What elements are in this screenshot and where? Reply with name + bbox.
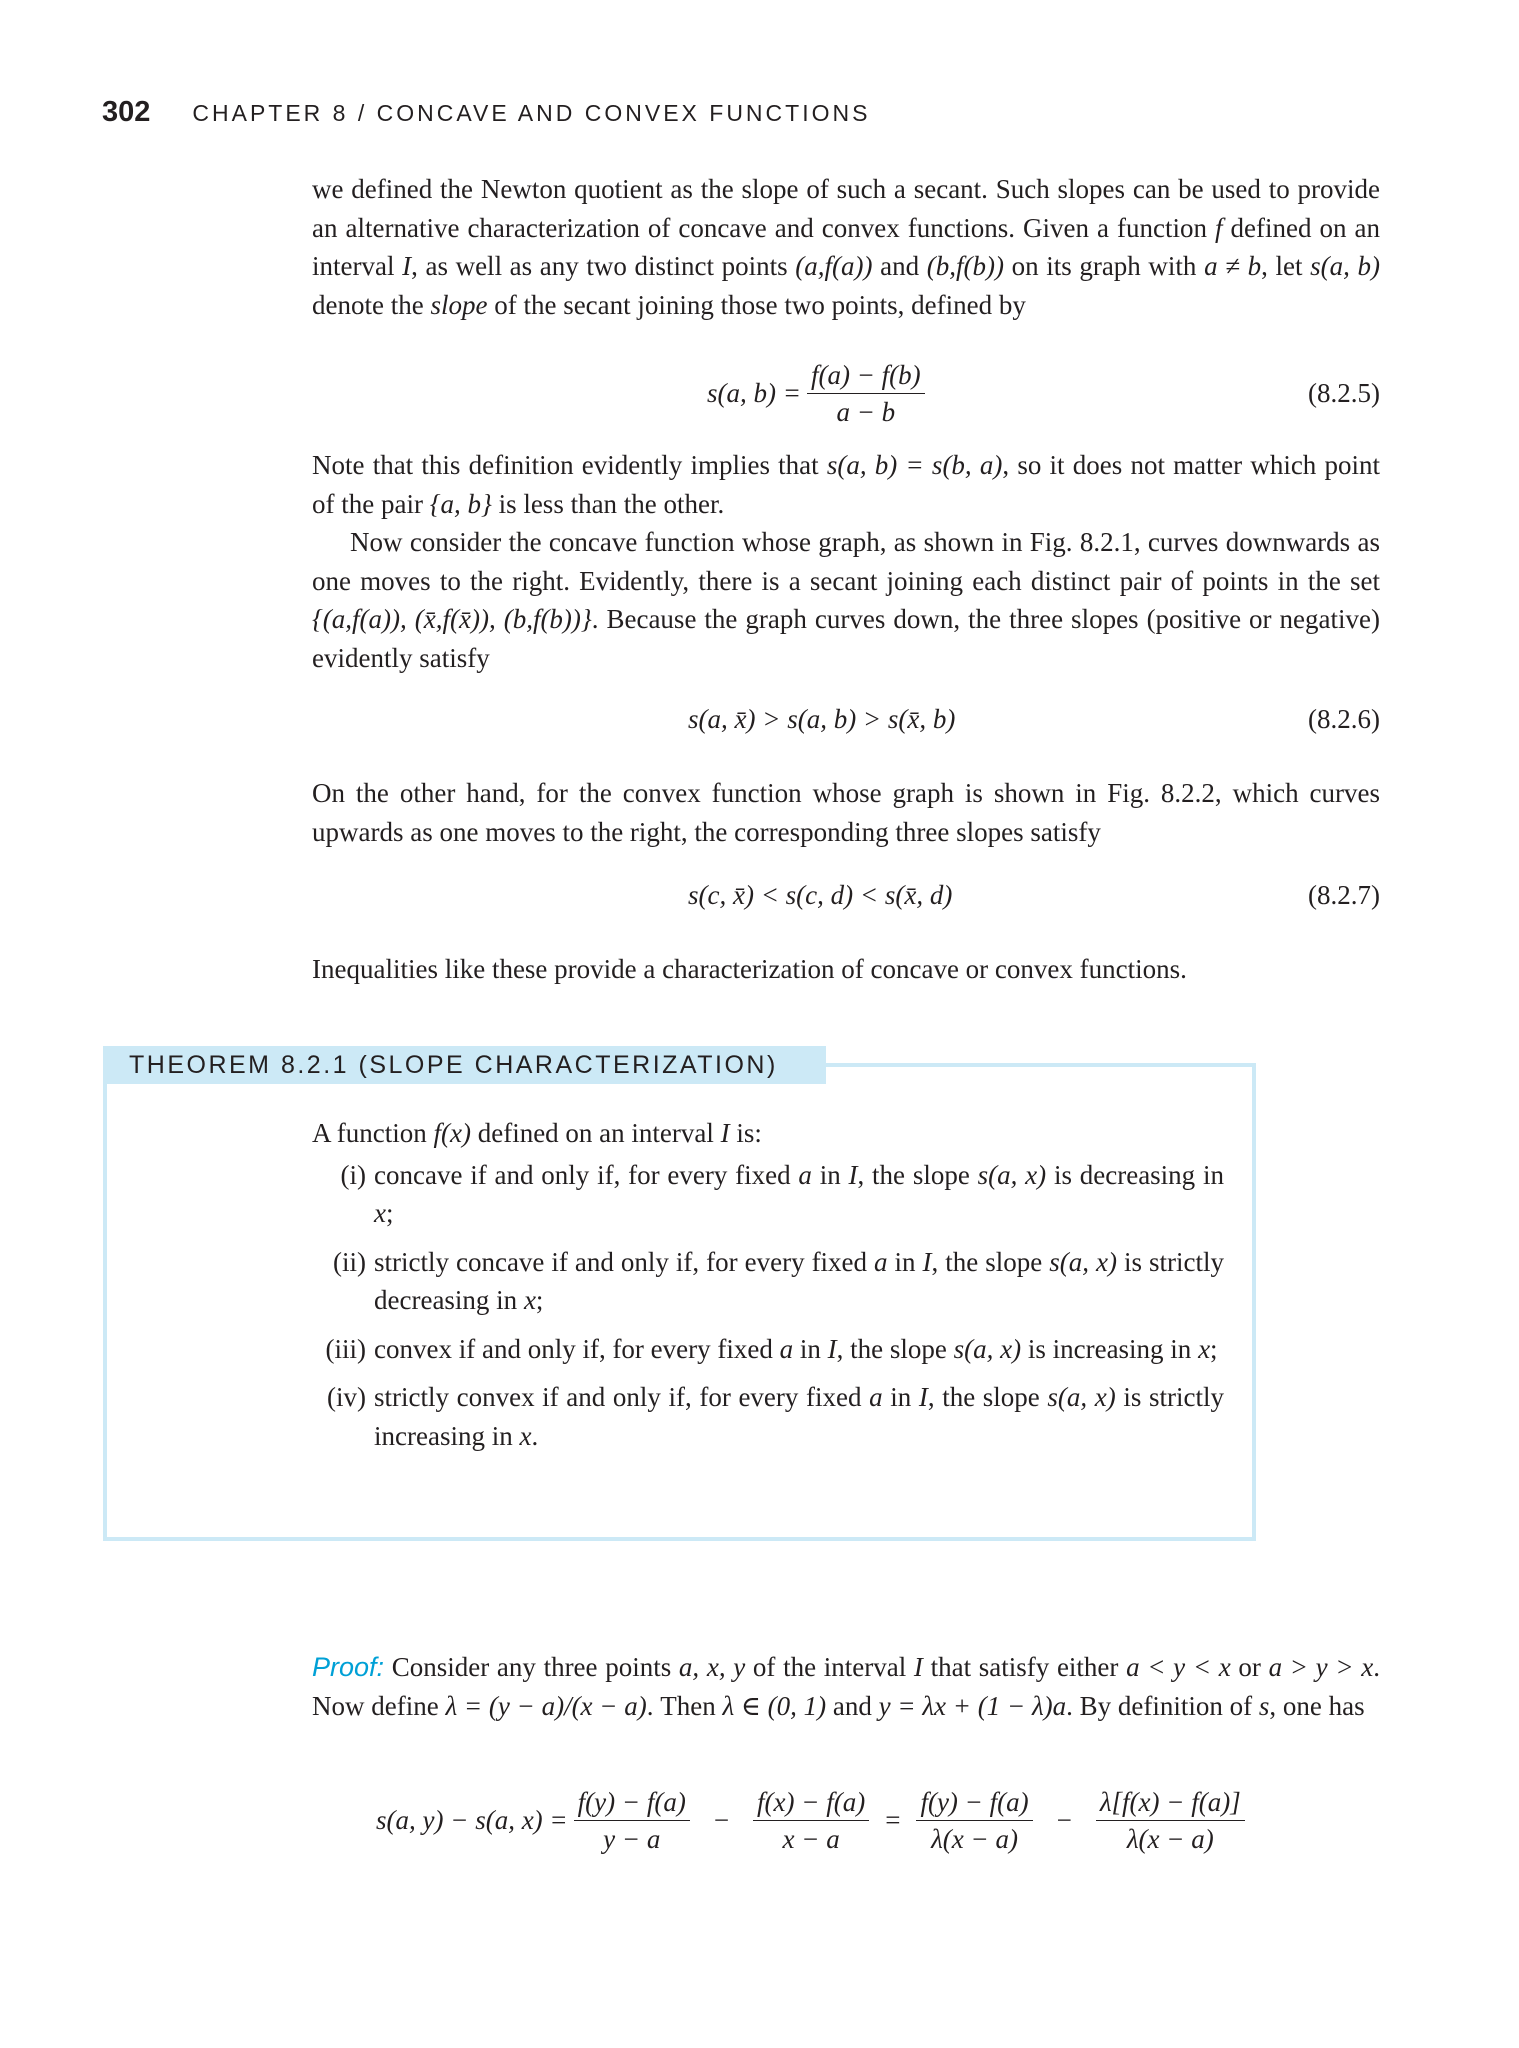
- text: strictly convex if and only if, for every fixed: [374, 1382, 870, 1412]
- math: a: [869, 1382, 883, 1412]
- text: is less than the other.: [491, 488, 725, 519]
- denominator: y − a: [603, 1823, 661, 1854]
- denominator: x − a: [782, 1823, 840, 1854]
- math: a: [779, 1333, 794, 1364]
- text: in: [793, 1333, 828, 1364]
- math: a: [874, 1246, 888, 1277]
- equation-number: (8.2.7): [1308, 880, 1380, 910]
- math: x: [519, 1420, 532, 1451]
- theorem-item: [312, 1330, 1224, 1369]
- math: f(x): [433, 1118, 471, 1148]
- page-number: 302: [102, 96, 151, 128]
- item-label: (iv): [327, 1382, 366, 1412]
- fraction: [574, 1787, 690, 1854]
- text: , the slope: [836, 1333, 954, 1364]
- text: . Now define: [312, 1652, 1380, 1721]
- text: in: [882, 1382, 919, 1412]
- text: we defined the Newton quotient as the slope of such a secant. Such slopes can be used to provide an alternative characterization of concave and convex functions. Given a function: [312, 174, 1380, 243]
- math: I: [848, 1159, 858, 1190]
- text: concave if and only if, for every fixed: [374, 1159, 799, 1190]
- paragraph-convex: [312, 774, 1380, 851]
- text: ;: [535, 1285, 544, 1315]
- item-label: (iii): [325, 1333, 366, 1364]
- text: , the slope: [931, 1246, 1050, 1277]
- fraction: [916, 1787, 1032, 1854]
- text: Consider any three points: [384, 1652, 679, 1682]
- math: λ = (y − a)/(x − a): [445, 1690, 647, 1721]
- math: s(a, x): [1049, 1246, 1118, 1277]
- text: in: [887, 1246, 923, 1277]
- text: and: [872, 251, 927, 281]
- operator: −: [1056, 1804, 1072, 1835]
- numerator: f(y) − f(a): [574, 1787, 690, 1821]
- text: , as well as any two distinct points: [411, 251, 796, 281]
- text: of the interval: [745, 1652, 914, 1682]
- text: convex if and only if, for every fixed: [374, 1333, 780, 1364]
- proof-equation: [376, 1782, 1251, 1858]
- math: (b,f(b)): [926, 251, 1004, 281]
- denominator: λ(x − a): [1126, 1823, 1214, 1854]
- text: , the slope: [857, 1159, 978, 1190]
- numerator: f(x) − f(a): [753, 1787, 869, 1821]
- operator: =: [885, 1804, 901, 1835]
- text: Inequalities like these provide a characterization of concave or convex functions.: [312, 954, 1187, 984]
- numerator: f(a) − f(b): [807, 360, 925, 394]
- fraction: [1096, 1787, 1245, 1854]
- math: y = λx + (1 − λ)a: [878, 1690, 1067, 1721]
- paragraph-symmetry: [312, 446, 1380, 677]
- math: s(a, x): [953, 1333, 1022, 1364]
- text: is strictly increasing in: [374, 1382, 1224, 1451]
- text: , the slope: [927, 1382, 1048, 1412]
- numerator: λ[f(x) − f(a)]: [1096, 1787, 1245, 1821]
- text: strictly concave if and only if, for every fixed: [374, 1246, 875, 1277]
- equation-8-2-6: [312, 704, 1380, 744]
- math: s(a, b): [1310, 251, 1380, 281]
- paragraph-inequalities: [312, 950, 1380, 989]
- math: x: [523, 1285, 536, 1315]
- item-label: (ii): [333, 1246, 366, 1277]
- text: , one has: [1269, 1690, 1365, 1721]
- fraction: [807, 360, 925, 427]
- theorem-title: THEOREM 8.2.1 (SLOPE CHARACTERIZATION): [103, 1046, 826, 1084]
- item-label: (i): [340, 1159, 366, 1190]
- math: I: [922, 1246, 932, 1277]
- text: Note that this definition evidently implies that: [312, 450, 827, 480]
- text: or: [1230, 1652, 1269, 1682]
- math: I: [402, 251, 412, 281]
- theorem-content: [312, 1114, 1224, 1455]
- math: x: [1198, 1333, 1211, 1364]
- math: I: [913, 1652, 923, 1682]
- text: ;: [1210, 1333, 1218, 1364]
- denominator: a − b: [836, 396, 896, 427]
- text: is decreasing in: [1046, 1159, 1224, 1190]
- text: . Then: [646, 1690, 723, 1721]
- text: .: [531, 1420, 539, 1451]
- text: . By definition of: [1066, 1690, 1259, 1721]
- text: defined on an interval: [470, 1118, 721, 1148]
- text: defined on an interval: [312, 212, 1380, 281]
- emphasis: slope: [430, 289, 488, 320]
- operator: −: [713, 1804, 730, 1835]
- eq-expression: s(a, x̄) > s(a, b) > s(x̄, b): [688, 704, 956, 734]
- theorem-item: [312, 1156, 1224, 1233]
- math: I: [918, 1382, 928, 1412]
- theorem-intro: [312, 1114, 1224, 1153]
- paragraph-secant-intro: [312, 170, 1380, 324]
- equation-number: (8.2.6): [1308, 704, 1380, 734]
- math: a ≠ b: [1204, 251, 1262, 281]
- text: of the secant joining those two points, defined by: [487, 289, 1026, 320]
- math: s(a, x): [1047, 1382, 1116, 1412]
- running-head: [102, 96, 870, 136]
- math: λ ∈ (0, 1): [722, 1690, 827, 1721]
- text: A function: [312, 1118, 434, 1148]
- math: a: [798, 1159, 812, 1190]
- equation-number: (8.2.5): [1308, 378, 1380, 408]
- theorem-item: [312, 1243, 1224, 1320]
- math: s: [1258, 1690, 1270, 1721]
- math: f: [1215, 212, 1223, 243]
- text: on its graph with: [1003, 251, 1205, 281]
- math: {a, b}: [429, 488, 492, 519]
- numerator: f(y) − f(a): [916, 1787, 1032, 1821]
- text: and: [826, 1690, 879, 1721]
- chapter-title: CHAPTER 8 / CONCAVE AND CONVEX FUNCTIONS: [192, 100, 871, 126]
- math: a > y > x: [1268, 1652, 1374, 1682]
- math: {(a,f(a)), (x̄,f(x̄)), (b,f(b))}: [312, 604, 592, 634]
- text: Now consider the concave function whose graph, as shown in Fig. 8.2.1, curves downwards as one moves to the right. Evidently, there is a secant joining each distinct pair of points in the set: [312, 527, 1380, 596]
- math: s(a, b) = s(b, a): [826, 450, 1003, 480]
- text: . Because the graph curves down, the three slopes (positive or negative) evidently satisfy: [312, 604, 1380, 673]
- text: in: [811, 1159, 849, 1190]
- equation-8-2-5: [312, 356, 1380, 430]
- text: is strictly decreasing in: [374, 1246, 1225, 1315]
- equation-8-2-7: [312, 880, 1380, 920]
- math: s(a, x): [977, 1159, 1047, 1190]
- theorem-item: [312, 1378, 1224, 1455]
- math: I: [827, 1333, 837, 1364]
- proof-label: Proof:: [312, 1652, 385, 1682]
- text: that satisfy either: [922, 1652, 1127, 1682]
- text: is increasing in: [1021, 1333, 1199, 1364]
- text: On the other hand, for the convex function whose graph is shown in Fig. 8.2.2, which curves upwards as one moves to the right, the corresponding three slopes satisfy: [312, 778, 1380, 847]
- text: is:: [729, 1118, 762, 1148]
- eq-lhs: s(a, y) − s(a, x) =: [376, 1804, 568, 1835]
- eq-lhs: s(a, b) =: [707, 377, 801, 408]
- text: denote the: [312, 289, 431, 320]
- denominator: λ(x − a): [931, 1823, 1018, 1854]
- math: a < y < x: [1126, 1652, 1231, 1682]
- text: , so it does not matter which point of the pair: [312, 450, 1381, 519]
- math: I: [720, 1118, 730, 1148]
- text: , let: [1261, 251, 1311, 281]
- math: (a,f(a)): [795, 251, 873, 281]
- proof-paragraph: [312, 1648, 1380, 1725]
- fraction: [753, 1787, 869, 1854]
- text: ;: [385, 1198, 394, 1228]
- math: a, x, y: [678, 1652, 746, 1682]
- math: x: [374, 1198, 386, 1228]
- eq-expression: s(c, x̄) < s(c, d) < s(x̄, d): [688, 880, 953, 910]
